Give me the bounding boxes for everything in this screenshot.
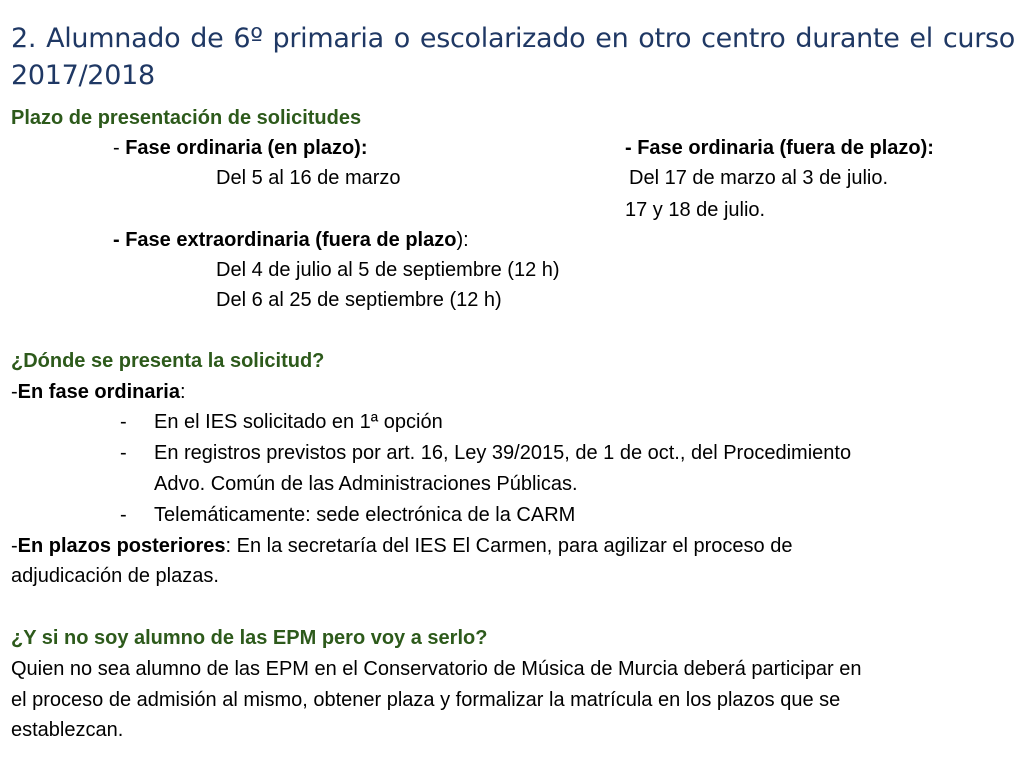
future-student-heading: ¿Y si no soy alumno de las EPM pero voy a serlo? xyxy=(11,627,488,649)
list-item-ies: En el IES solicitado en 1ª opción xyxy=(154,411,443,433)
deadline-heading: Plazo de presentación de solicitudes xyxy=(11,107,362,129)
list-item-telematic: Telemáticamente: sede electrónica de la CARM xyxy=(154,504,576,526)
future-student-text-3: establezcan. xyxy=(11,719,124,741)
future-student-text-2: el proceso de admisión al mismo, obtener plaza y formalizar la matrícula en los plazos que se xyxy=(11,689,841,711)
list-bullet: - xyxy=(120,442,127,464)
later-deadlines-line: -En plazos posteriores: En la secretaría del IES El Carmen, para agilizar el proceso de xyxy=(11,535,793,557)
later-deadlines-line-2: adjudicación de plazas. xyxy=(11,565,219,587)
ordinary-late-dates-2: 17 y 18 de julio. xyxy=(625,199,766,221)
ordinary-phase-on-time-label: - Fase ordinaria (en plazo): xyxy=(113,137,368,159)
ordinary-late-dates-1: Del 17 de marzo al 3 de julio. xyxy=(629,167,889,189)
list-item-registros-cont: Advo. Común de las Administraciones Públicas. xyxy=(154,473,578,495)
where-heading: ¿Dónde se presenta la solicitud? xyxy=(11,350,325,372)
extraordinary-dates-2: Del 6 al 25 de septiembre (12 h) xyxy=(216,289,502,311)
extraordinary-phase-label: - Fase extraordinaria (fuera de plazo): xyxy=(113,229,469,251)
extraordinary-dates-1: Del 4 de julio al 5 de septiembre (12 h) xyxy=(216,259,560,281)
ordinary-on-time-dates: Del 5 al 16 de marzo xyxy=(216,167,401,189)
slide-title: 2. Alumnado de 6º primaria o escolarizado en otro centro durante el curso 2017/2018 xyxy=(11,23,1015,91)
list-item-registros: En registros previstos por art. 16, Ley 39/2015, de 1 de oct., del Procedimiento xyxy=(154,442,852,464)
list-bullet: - xyxy=(120,411,127,433)
ordinary-phase-late-label: - Fase ordinaria (fuera de plazo): xyxy=(625,137,934,159)
list-bullet: - xyxy=(120,504,127,526)
future-student-text-1: Quien no sea alumno de las EPM en el Conservatorio de Música de Murcia deberá participar en xyxy=(11,658,862,680)
ordinary-phase-where-label: -En fase ordinaria: xyxy=(11,381,186,403)
